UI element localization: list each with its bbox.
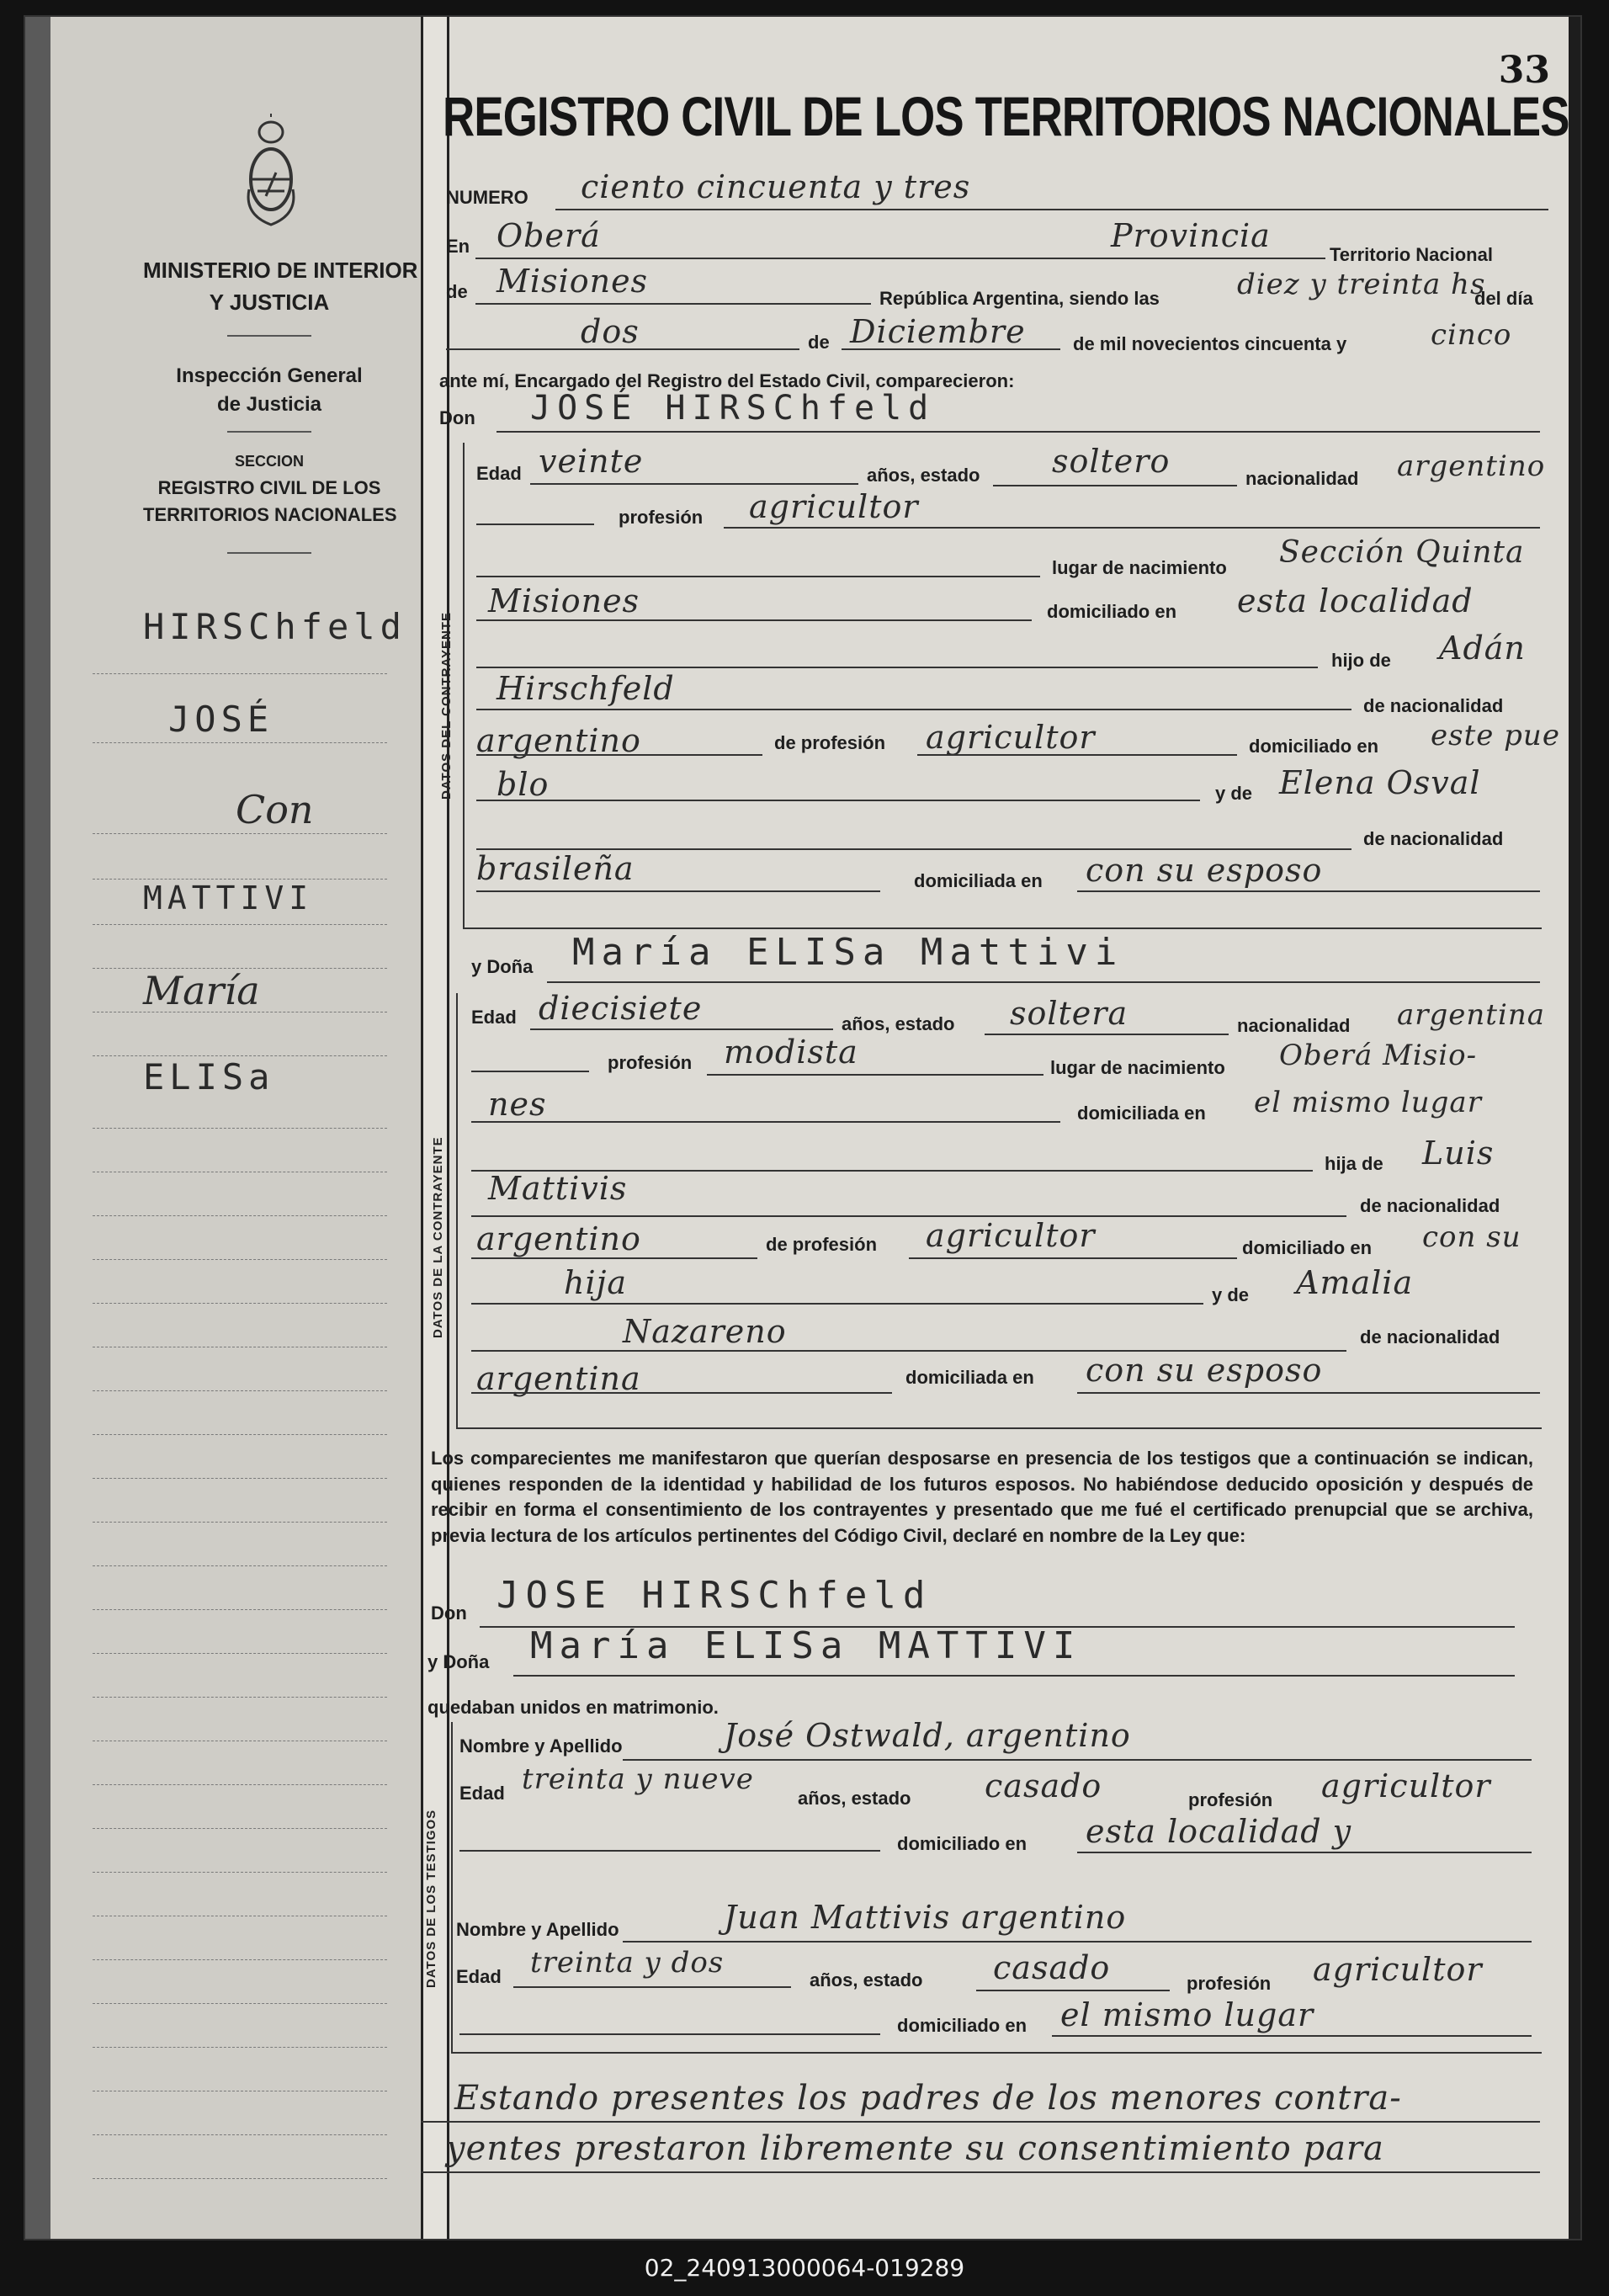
bride-padre-nac-label: de nacionalidad xyxy=(1360,1195,1500,1216)
margin-groom-name: JOSÉ xyxy=(168,699,274,740)
bride-name-rule xyxy=(547,981,1540,983)
ruled-line xyxy=(93,2003,387,2004)
decl-dona-label: y Doña xyxy=(427,1651,490,1672)
bride-edad-label: Edad xyxy=(471,1007,517,1028)
rule xyxy=(421,2171,1540,2173)
mes-rule xyxy=(842,348,1060,350)
ruled-line xyxy=(93,1609,387,1610)
bride-padre: Luis xyxy=(1422,1135,1495,1172)
bride-dom: el mismo lugar xyxy=(1254,1086,1482,1119)
mes-value: Diciembre xyxy=(850,313,1026,350)
inspection-line-1: Inspección General xyxy=(176,364,363,387)
section-heading xyxy=(143,448,396,529)
rule xyxy=(513,1986,791,1988)
decl-don-name: JOSE HIRSChfeld xyxy=(497,1574,932,1617)
rule xyxy=(476,890,880,892)
rule xyxy=(1077,1852,1532,1853)
t2-edad: treinta y dos xyxy=(530,1946,725,1980)
bride-estado: soltera xyxy=(1010,995,1128,1032)
numero-value: ciento cincuenta y tres xyxy=(581,168,971,205)
ruled-line xyxy=(93,1215,387,1216)
rule xyxy=(471,1257,757,1259)
ministry-line-1: MINISTERIO DE INTERIOR xyxy=(143,258,418,283)
bride-lugar: Oberá Misio- xyxy=(1279,1039,1478,1072)
page-right-edge xyxy=(1569,17,1580,2239)
rule xyxy=(1052,2035,1532,2037)
bride-padre-dom-2: hija xyxy=(564,1264,628,1301)
groom-dom: esta localidad xyxy=(1237,582,1474,619)
groom-nac-label: nacionalidad xyxy=(1245,468,1359,489)
bride-dom-label: domiciliada en xyxy=(1077,1103,1206,1124)
rule xyxy=(476,800,1200,801)
book-gutter xyxy=(25,17,50,2239)
margin-con: Con xyxy=(236,787,314,832)
groom-madre-nac: brasileña xyxy=(476,850,635,887)
dona-label: y Doña xyxy=(471,956,534,977)
groom-name: JOSÉ HIRSChfeld xyxy=(530,389,936,428)
argentine-coat-of-arms-icon xyxy=(244,114,298,231)
groom-lugar-label: lugar de nacimiento xyxy=(1052,557,1227,578)
rule xyxy=(707,1074,1043,1076)
anio-label: de mil novecientos cincuenta y xyxy=(1073,333,1347,354)
rule xyxy=(459,2033,880,2035)
rule xyxy=(421,2121,1540,2123)
rule xyxy=(1077,1392,1540,1394)
groom-lugar-2: Misiones xyxy=(488,582,640,619)
dia-rule xyxy=(446,348,799,350)
bride-padre-prof: agricultor xyxy=(926,1217,1096,1254)
bride-hija-label: hija de xyxy=(1325,1153,1383,1174)
ruled-line xyxy=(93,1872,387,1873)
t1-dom-label: domiciliado en xyxy=(897,1833,1028,1854)
groom-padre-prof: agricultor xyxy=(926,719,1096,756)
ante-label: ante mí, Encargado del Registro del Estado Civil, comparecieron: xyxy=(439,370,1015,391)
t1-prof: agricultor xyxy=(1321,1767,1491,1804)
rule xyxy=(476,576,1040,577)
en-rule xyxy=(475,258,1325,259)
t1-anos-label: años, estado xyxy=(798,1788,911,1809)
bride-lugar-2: nes xyxy=(488,1086,547,1123)
groom-hijo-label: hijo de xyxy=(1331,650,1391,671)
bride-madre-nac-label: de nacionalidad xyxy=(1360,1326,1500,1347)
t1-nombre-label: Nombre y Apellido xyxy=(459,1735,623,1757)
section-line-3: TERRITORIOS NACIONALES xyxy=(143,504,397,525)
bride-padre-dom: con su xyxy=(1422,1220,1521,1254)
ministry-line-2: Y JUSTICIA xyxy=(209,290,330,315)
de-label: de xyxy=(446,281,468,302)
margin-bride-name-2: ELISa xyxy=(143,1056,275,1098)
bride-edad: diecisiete xyxy=(539,990,703,1027)
rule xyxy=(471,1071,589,1072)
t2-edad-label: Edad xyxy=(456,1966,502,1987)
ministry-heading xyxy=(143,254,418,318)
groom-prof-label: profesión xyxy=(619,507,704,528)
t1-nombre: José Ostwald, argentino xyxy=(724,1717,1131,1754)
t2-prof-label: profesión xyxy=(1187,1973,1272,1994)
unidos-label: quedaban unidos en matrimonio. xyxy=(427,1697,719,1718)
groom-madre: Elena Osval xyxy=(1279,764,1481,801)
rule xyxy=(471,1215,1346,1217)
provincia-value: Provincia xyxy=(1111,217,1271,254)
t1-prof-label: profesión xyxy=(1188,1789,1273,1810)
inspection-heading xyxy=(143,362,396,419)
rule xyxy=(530,483,858,485)
rule xyxy=(476,619,1032,621)
bride-padre-2: Mattivis xyxy=(488,1170,628,1207)
rule xyxy=(976,1990,1170,1991)
ruled-line xyxy=(93,742,387,743)
ruled-line xyxy=(93,1390,387,1391)
decl-dona-rule xyxy=(513,1675,1515,1677)
ruled-line xyxy=(93,1653,387,1654)
t2-dom-label: domiciliado en xyxy=(897,2015,1028,2036)
groom-estado: soltero xyxy=(1052,443,1171,480)
bride-name: María ELISa Mattivi xyxy=(572,931,1124,974)
rule xyxy=(471,1303,1203,1305)
groom-padre: Adán xyxy=(1439,630,1526,667)
rule xyxy=(623,1759,1532,1761)
rule xyxy=(1077,890,1540,892)
separator-line xyxy=(227,552,311,554)
margin-bride-name: María xyxy=(143,968,260,1013)
t1-edad-label: Edad xyxy=(459,1783,505,1804)
numero-rule xyxy=(555,209,1548,210)
ruled-line xyxy=(93,833,387,834)
t2-dom: el mismo lugar xyxy=(1060,1996,1314,2033)
groom-padre-nac-label: de nacionalidad xyxy=(1363,695,1504,716)
groom-padre-prof-label: de profesión xyxy=(774,732,886,753)
t2-nombre: Juan Mattivis argentino xyxy=(724,1899,1127,1936)
ruled-line xyxy=(93,1697,387,1698)
bride-prof-label: profesión xyxy=(608,1052,693,1073)
ruled-line xyxy=(93,1828,387,1829)
groom-edad: veinte xyxy=(539,443,644,480)
ruled-line xyxy=(93,924,387,925)
republica-label: República Argentina, siendo las xyxy=(879,288,1160,309)
margin-groom-surname: HIRSChfeld xyxy=(143,606,406,647)
hora-value: diez y treinta hs xyxy=(1237,268,1486,301)
bride-madre: Amalia xyxy=(1296,1264,1414,1301)
groom-padre-dom-label: domiciliado en xyxy=(1249,736,1379,757)
groom-edad-label: Edad xyxy=(476,463,522,484)
image-code-caption: 02_240913000064-019289 xyxy=(644,2254,965,2282)
ruled-line xyxy=(93,673,387,674)
bride-madre-dom: con su esposo xyxy=(1086,1352,1323,1389)
bride-anos-label: años, estado xyxy=(842,1013,955,1034)
rule xyxy=(724,527,1540,529)
ruled-line xyxy=(93,1522,387,1523)
bride-madre-2: Nazareno xyxy=(623,1313,787,1350)
bride-lugar-label: lugar de nacimiento xyxy=(1050,1057,1225,1078)
rule xyxy=(476,754,762,756)
ruled-line xyxy=(93,1478,387,1479)
groom-dom-label: domiciliado en xyxy=(1047,601,1177,622)
bride-padre-prof-label: de profesión xyxy=(766,1234,878,1255)
rule xyxy=(985,1034,1229,1035)
dia-value: dos xyxy=(581,313,640,350)
inspection-line-2: de Justicia xyxy=(216,393,322,416)
ruled-line xyxy=(93,1259,387,1260)
t1-estado: casado xyxy=(985,1767,1102,1804)
rule xyxy=(459,1850,880,1852)
separator-line xyxy=(227,335,311,337)
section-line-2: REGISTRO CIVIL DE LOS xyxy=(157,477,381,498)
t2-prof: agricultor xyxy=(1313,1951,1483,1988)
groom-padre-nac: argentino xyxy=(476,722,641,759)
bride-section-label: DATOS DE LA CONTRAYENTE xyxy=(431,1136,445,1338)
bride-y-de-label: y de xyxy=(1212,1284,1250,1305)
bride-nac: argentina xyxy=(1397,998,1546,1032)
groom-madre-dom-label: domiciliada en xyxy=(914,870,1043,891)
rule xyxy=(530,1028,833,1030)
bride-madre-dom-label: domiciliada en xyxy=(905,1367,1034,1388)
de-rule xyxy=(475,303,871,305)
don-label: Don xyxy=(439,407,475,428)
ruled-line xyxy=(93,2178,387,2179)
section-line-1: SECCION xyxy=(234,453,304,470)
groom-lugar: Sección Quinta xyxy=(1279,535,1525,570)
ruled-line xyxy=(93,1303,387,1304)
rule xyxy=(476,709,1351,710)
rule xyxy=(993,485,1237,486)
margin-bride-surname: MATTIVI xyxy=(143,880,314,917)
groom-padre-dom: este pue xyxy=(1431,719,1560,752)
groom-padre-dom-2: blo xyxy=(497,766,550,803)
rule xyxy=(476,667,1318,668)
t1-edad: treinta y nueve xyxy=(522,1762,754,1796)
decl-don-label: Don xyxy=(431,1602,467,1624)
declaration-paragraph: Los comparecientes me manifestaron que querían desposarse en presencia de los testigos que a continuación se indican, quienes responden de la identidad y habilidad de los futuros esposos. No habiéndose deducido oposición y después de recibir en forma el consentimiento de los contrayentes y presentado que me fué el certificado prenupcial que se archiva, previa lectura de los artículos pertinentes del Código Civil, declaré en nombre de la Ley que: xyxy=(431,1448,1533,1546)
separator-line xyxy=(227,431,311,433)
del-dia-label: del día xyxy=(1474,288,1533,309)
groom-madre-nac-label: de nacionalidad xyxy=(1363,828,1504,849)
bride-prof: modista xyxy=(724,1034,858,1071)
numero-label: NUMERO xyxy=(446,187,528,208)
anio-value: cinco xyxy=(1431,318,1512,352)
rule xyxy=(909,1257,1237,1259)
groom-padre-2: Hirschfeld xyxy=(497,670,675,707)
note-line-1: Estando presentes los padres de los menores contra- xyxy=(454,2079,1402,2118)
decl-dona-name: María ELISa MATTIVI xyxy=(530,1624,1082,1667)
t1-dom: esta localidad y xyxy=(1086,1813,1352,1850)
groom-nac: argentino xyxy=(1397,449,1546,483)
de-mes-label: de xyxy=(808,332,830,353)
ruled-line xyxy=(93,1434,387,1435)
groom-name-rule xyxy=(497,431,1540,433)
bride-madre-nac: argentina xyxy=(476,1360,641,1397)
rule xyxy=(471,1121,1060,1123)
bride-padre-nac: argentino xyxy=(476,1220,641,1257)
page-number: 33 xyxy=(1498,49,1550,92)
ruled-line xyxy=(93,1784,387,1785)
t2-nombre-label: Nombre y Apellido xyxy=(456,1919,619,1940)
witnesses-section-label: DATOS DE LOS TESTIGOS xyxy=(424,1809,438,1988)
ruled-line xyxy=(93,2047,387,2048)
groom-y-de-label: y de xyxy=(1215,783,1253,804)
t2-anos-label: años, estado xyxy=(810,1969,923,1990)
groom-prof: agricultor xyxy=(749,488,919,525)
rule xyxy=(471,1392,892,1394)
rule xyxy=(917,754,1237,756)
groom-anos-label: años, estado xyxy=(867,465,980,486)
groom-madre-dom: con su esposo xyxy=(1086,852,1323,889)
ruled-line xyxy=(93,2134,387,2135)
en-label: En xyxy=(446,236,470,257)
territorio-label: Territorio Nacional xyxy=(1330,244,1493,265)
ruled-line xyxy=(93,1959,387,1960)
de-value: Misiones xyxy=(497,263,649,300)
groom-section-label: DATOS DEL CONTRAYENTE xyxy=(439,612,454,800)
t2-estado: casado xyxy=(993,1949,1111,1986)
ruled-line xyxy=(93,1128,387,1129)
note-line-2: yentes prestaron libremente su consentimiento para xyxy=(446,2129,1384,2168)
ruled-line xyxy=(93,1565,387,1566)
rule xyxy=(476,524,594,525)
en-value: Oberá xyxy=(497,217,601,254)
rule xyxy=(623,1941,1532,1943)
bride-nac-label: nacionalidad xyxy=(1237,1015,1351,1036)
document-title: REGISTRO CIVIL DE LOS TERRITORIOS NACIONALES xyxy=(443,85,1569,147)
bride-padre-dom-label: domiciliado en xyxy=(1242,1237,1373,1258)
